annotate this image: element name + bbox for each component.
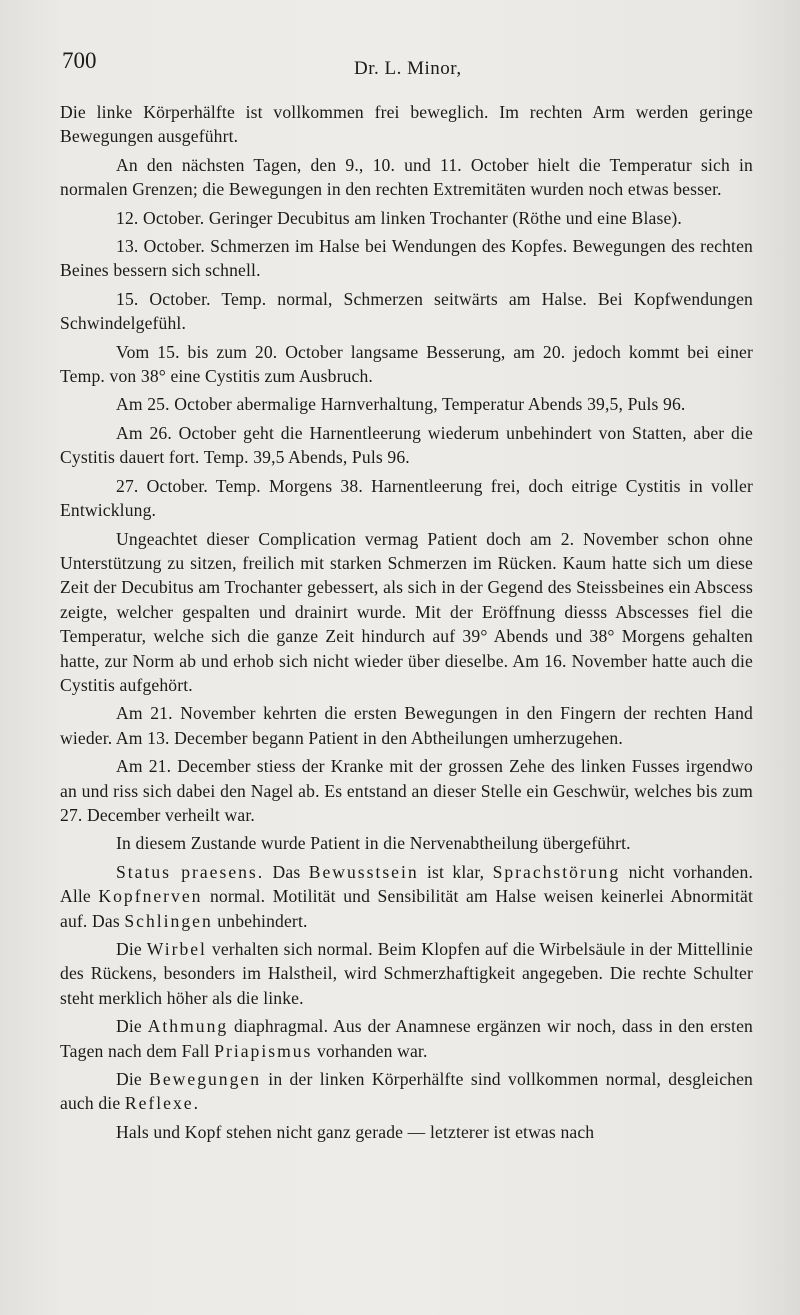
paragraph: Am 26. October geht die Harnentleerung wiederum unbehindert von Statten, aber die Cystitis dauert fort. Temp. 39,5 Abends, Puls 96.	[60, 422, 753, 468]
paragraph: 13. October. Schmerzen im Halse bei Wendungen des Kopfes. Bewegungen des rechten Beines bessern sich schnell.	[60, 236, 753, 281]
spaced-term: Bewusstsein	[308, 861, 419, 882]
text-run: nicht vorhanden. Alle	[60, 861, 753, 907]
text-run: vorhanden war.	[312, 1040, 428, 1061]
paragraph: Die linke Körperhälfte ist vollkommen frei beweglich. Im rechten Arm werden geringe Bewegungen ausgeführt.	[60, 102, 753, 147]
text-run: .	[193, 1093, 199, 1114]
paragraph: An den nächsten Tagen, den 9., 10. und 11. October hielt die Temperatur sich in normalen Grenzen; die Bewegungen in den rechten Extremitäten wurden noch etwas besser.	[60, 154, 753, 200]
paragraph	[60, 1067, 753, 1116]
paragraph: Hals und Kopf stehen nicht ganz gerade — letzterer ist etwas nach	[116, 1121, 595, 1142]
paragraph: Ungeachtet dieser Complication vermag Patient doch am 2. November schon ohne Unterstützung zu sitzen, freilich mit starken Schmerzen im Rücken. Kaum hatte sich um diese Zeit der Decubitus am Trochanter gebessert, als sich in der Gegend des Steissbeines ein Abscess zeigte, welcher gespalten und drainirt wurde. Mit der Eröffnung diesss Abscesses fiel die Temperatur, welche sich die ganze Zeit hindurch auf 39° Abends und 38° Morgens gehalten hatte, zur Norm ab und erhob sich nicht wieder über dieselbe. Am 16. November hatte auch die Cystitis aufgehört.	[60, 528, 753, 695]
body-text	[60, 100, 753, 1148]
spaced-term: Schlingen	[124, 910, 213, 931]
status-heading: Status praesens.	[116, 861, 265, 882]
text-run: Die	[116, 1069, 150, 1090]
spaced-term: Sprachstörung	[492, 861, 621, 882]
page-number: 700	[62, 48, 97, 73]
text-run: Die	[116, 939, 147, 959]
paragraph: 15. October. Temp. normal, Schmerzen seitwärts am Halse. Bei Kopfwendungen Schwindelgefühl.	[60, 288, 753, 334]
paragraph: Am 21. November kehrten die ersten Bewegungen in den Fingern der rechten Hand wieder. Am 13. December begann Patient in den Abtheilungen umherzugehen.	[60, 703, 753, 748]
text-run: Das	[264, 861, 309, 882]
paragraph: In diesem Zustande wurde Patient in die Nervenabtheilung übergeführt.	[116, 833, 631, 854]
text-run: in der linken Körperhälfte sind vollkommen normal, desgleichen auch die	[60, 1069, 754, 1114]
text-run: normal. Motilität und Sensibilität am Halse weisen keinerlei Abnormität auf. Das	[60, 886, 753, 931]
text-run: Die	[116, 1016, 148, 1037]
paragraph: 27. October. Temp. Morgens 38. Harnentleerung frei, doch eitrige Cystitis in voller Entwicklung.	[60, 475, 753, 521]
text-run: unbehindert.	[212, 910, 308, 931]
spaced-term: Kopfnerven	[98, 886, 203, 907]
spaced-term: Bewegungen	[149, 1069, 261, 1090]
spaced-term: Reflexe	[124, 1093, 194, 1114]
paragraph: Vom 15. bis zum 20. October langsame Besserung, am 20. jedoch kommt bei einer Temp. von 38° eine Cystitis zum Ausbruch.	[60, 341, 753, 387]
paragraph: Am 25. October abermalige Harnverhaltung, Temperatur Abends 39,5, Puls 96.	[116, 394, 686, 415]
paragraph: Am 21. December stiess der Kranke mit der grossen Zehe des linken Fusses irgendwo an und riss sich dabei den Nagel ab. Es entstand an dieser Stelle ein Geschwür, welches bis zum 27. December verheilt war.	[60, 756, 753, 825]
paragraph: 12. October. Geringer Decubitus am linken Trochanter (Röthe und eine Blase).	[116, 207, 682, 228]
spaced-term: Athmung	[147, 1016, 229, 1037]
spaced-term: Priapismus	[214, 1040, 313, 1061]
status-paragraph	[60, 860, 753, 933]
text-run: diaphragmal. Aus der Anamnese ergänzen wir noch, dass in den ersten Tagen nach dem Fall	[60, 1016, 753, 1061]
paragraph	[60, 937, 753, 1010]
text-run: ist klar,	[418, 861, 493, 882]
text-run: verhalten sich normal. Beim Klopfen auf die Wirbelsäule in der Mittellinie des Rückens, besonders im Halstheil, wird Schmerzhaftigkeit angegeben. Die rechte Schulter steht merklich höher als die linke.	[60, 939, 753, 1008]
paragraph	[60, 1014, 753, 1063]
spaced-term: Wirbel	[146, 939, 207, 959]
running-head: Dr. L. Minor,	[354, 58, 462, 79]
page-header	[62, 48, 760, 88]
